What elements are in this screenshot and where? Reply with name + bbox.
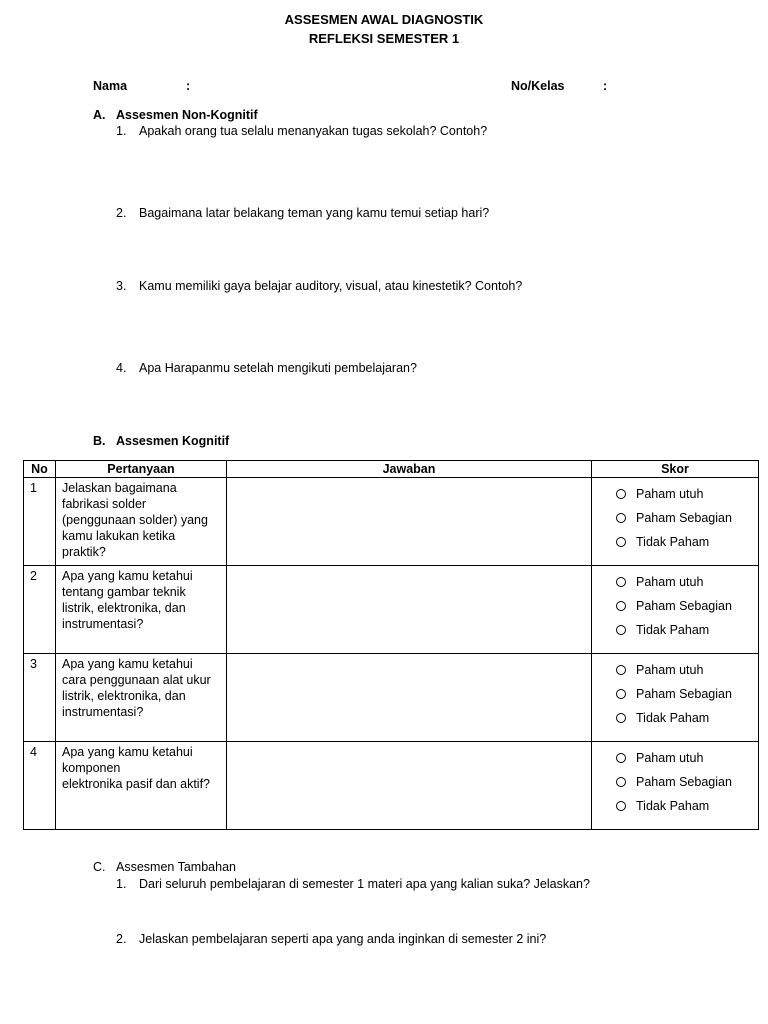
score-option[interactable]: [616, 658, 758, 682]
answer-cell[interactable]: [227, 478, 592, 566]
section-a-q3-text: Kamu memiliki gaya belajar auditory, visual, atau kinestetik? Contoh?: [139, 279, 523, 293]
radio-circle-icon[interactable]: [616, 537, 626, 547]
section-b-letter: B.: [93, 434, 106, 448]
section-c-title: Assesmen Tambahan: [116, 860, 236, 874]
option-label: Tidak Paham: [636, 799, 710, 813]
score-option[interactable]: [616, 618, 758, 642]
radio-circle-icon[interactable]: [616, 665, 626, 675]
document-subtitle: REFLEKSI SEMESTER 1: [308, 31, 460, 46]
section-a-q3-number: 3.: [116, 279, 127, 293]
section-a-q4-number: 4.: [116, 361, 127, 375]
radio-circle-icon[interactable]: [616, 577, 626, 587]
class-label: No/Kelas: [511, 79, 565, 93]
row-question: Apa yang kamu ketahui cara penggunaan alat ukur listrik, elektronika, dan instrumentasi?: [62, 657, 211, 719]
score-option[interactable]: [616, 570, 758, 594]
row-question: Jelaskan bagaimana fabrikasi solder (penggunaan solder) yang kamu lakukan ketika praktik?: [62, 481, 208, 559]
table-row: [24, 742, 759, 830]
document-title: ASSESMEN AWAL DIAGNOSTIK: [284, 12, 484, 27]
table-row: [24, 566, 759, 654]
option-label: Paham utuh: [636, 487, 704, 501]
score-option[interactable]: [616, 794, 758, 818]
score-option[interactable]: [616, 594, 758, 618]
row-number: 1: [30, 481, 37, 495]
score-option[interactable]: [616, 770, 758, 794]
radio-circle-icon[interactable]: [616, 601, 626, 611]
score-option[interactable]: [616, 506, 758, 530]
header-answer: Jawaban: [227, 461, 592, 478]
section-a-q4-text: Apa Harapanmu setelah mengikuti pembelajaran?: [139, 361, 417, 375]
option-label: Paham utuh: [636, 575, 704, 589]
row-question: Apa yang kamu ketahui tentang gambar teknik listrik, elektronika, dan instrumentasi?: [62, 569, 193, 631]
section-b-title: Assesmen Kognitif: [116, 434, 230, 448]
score-option[interactable]: [616, 706, 758, 730]
option-label: Paham Sebagian: [636, 775, 732, 789]
section-a-q2-number: 2.: [116, 206, 127, 220]
option-label: Paham Sebagian: [636, 599, 732, 613]
answer-cell[interactable]: [227, 566, 592, 654]
section-c-q1-number: 1.: [116, 877, 127, 891]
radio-circle-icon[interactable]: [616, 753, 626, 763]
option-label: Tidak Paham: [636, 711, 710, 725]
score-option[interactable]: [616, 530, 758, 554]
row-number: 3: [30, 657, 37, 671]
section-c-q2-text: Jelaskan pembelajaran seperti apa yang anda inginkan di semester 2 ini?: [139, 932, 547, 946]
table-header-row: [24, 461, 759, 478]
radio-circle-icon[interactable]: [616, 801, 626, 811]
option-label: Paham Sebagian: [636, 511, 732, 525]
section-c-q2-number: 2.: [116, 932, 127, 946]
answer-cell[interactable]: [227, 654, 592, 742]
section-a-q1-number: 1.: [116, 124, 127, 138]
radio-circle-icon[interactable]: [616, 513, 626, 523]
section-c-letter: C.: [93, 860, 106, 874]
table-row: [24, 654, 759, 742]
class-colon: :: [603, 79, 608, 93]
section-c-q1-text: Dari seluruh pembelajaran di semester 1 materi apa yang kalian suka? Jelaskan?: [139, 877, 590, 891]
radio-circle-icon[interactable]: [616, 777, 626, 787]
radio-circle-icon[interactable]: [616, 689, 626, 699]
header-no: No: [24, 461, 56, 478]
score-option[interactable]: [616, 482, 758, 506]
table-row: [24, 478, 759, 566]
option-label: Tidak Paham: [636, 535, 710, 549]
header-question: Pertanyaan: [56, 461, 227, 478]
score-option[interactable]: [616, 746, 758, 770]
row-question: Apa yang kamu ketahui komponen elektronika pasif dan aktif?: [62, 745, 211, 791]
option-label: Tidak Paham: [636, 623, 710, 637]
radio-circle-icon[interactable]: [616, 713, 626, 723]
answer-cell[interactable]: [227, 742, 592, 830]
row-number: 2: [30, 569, 37, 583]
radio-circle-icon[interactable]: [616, 489, 626, 499]
row-number: 4: [30, 745, 37, 759]
section-a-title: Assesmen Non-Kognitif: [116, 108, 258, 122]
option-label: Paham Sebagian: [636, 687, 732, 701]
option-label: Paham utuh: [636, 663, 704, 677]
name-label: Nama: [93, 79, 128, 93]
header-score: Skor: [592, 461, 759, 478]
section-a-q2-text: Bagaimana latar belakang teman yang kamu temui setiap hari?: [139, 206, 490, 220]
section-a-letter: A.: [93, 108, 106, 122]
section-a-q1-text: Apakah orang tua selalu menanyakan tugas sekolah? Contoh?: [139, 124, 488, 138]
assessment-table: [23, 460, 759, 830]
radio-circle-icon[interactable]: [616, 625, 626, 635]
option-label: Paham utuh: [636, 751, 704, 765]
score-option[interactable]: [616, 682, 758, 706]
name-colon: :: [186, 79, 191, 93]
